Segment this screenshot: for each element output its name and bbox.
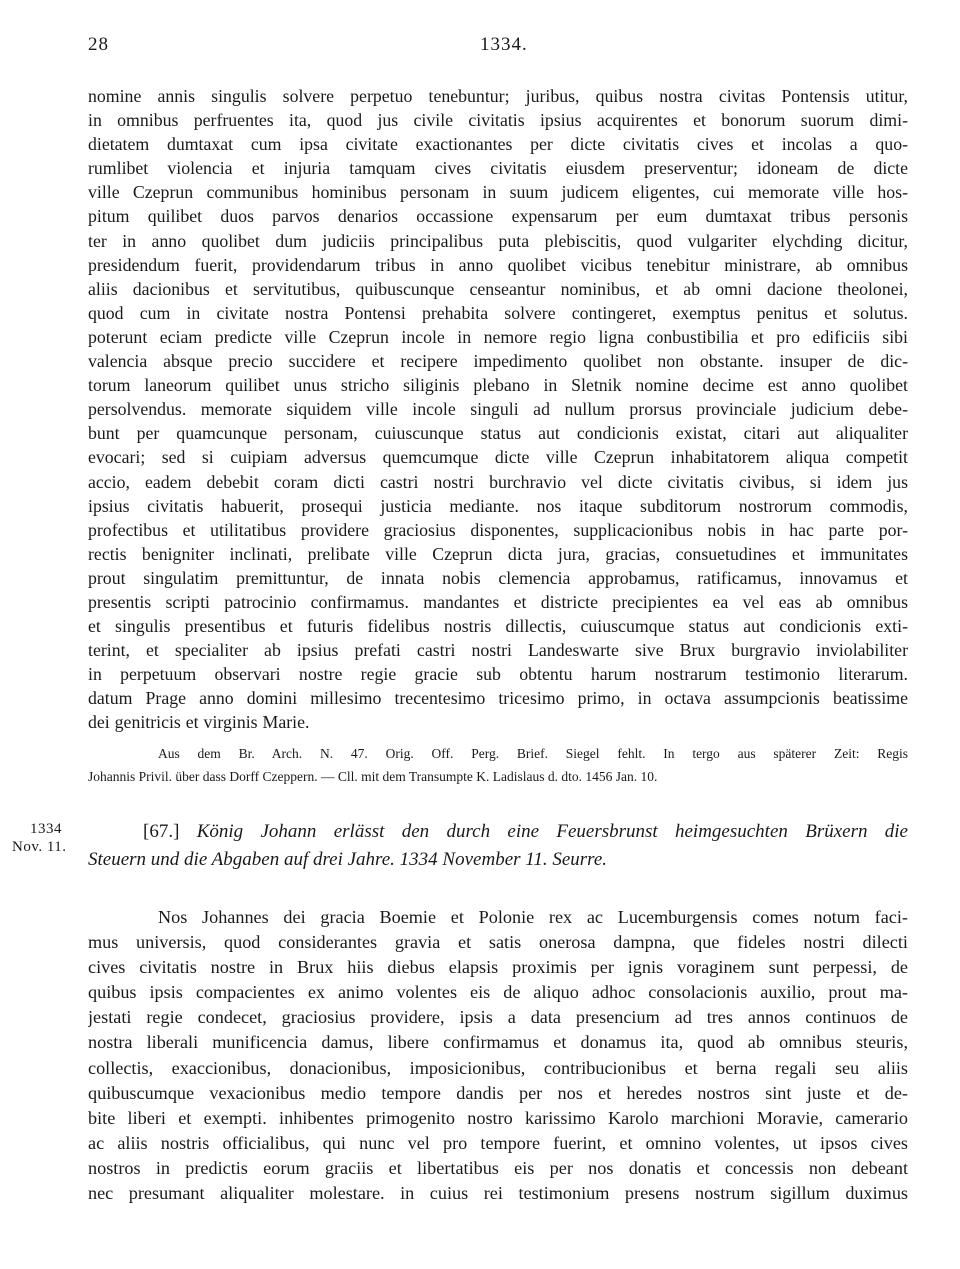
text-line: ac aliis nostris officialibus, qui nunc vel pro tempore fuerint, et omnino volentes, ut ipsos cives [88,1132,908,1153]
text-line: dietatem dumtaxat cum ipsa civitate exactionantes per dicte civitatis cives et incolas a quo- [88,134,908,155]
text-line: nomine annis singulis solvere perpetuo tenebuntur; juribus, quibus nostra civitas Pontensis utitur, [88,86,908,106]
text-line: terint, et specialiter ab ipsius prefati castri nostri Landeswarte sive Brux burgravio inviolabiliter [88,640,908,661]
text-line: aliis dacionibus et servitutibus, quibuscunque censeantur nominibus, et ab omni dacione theolonei, [88,278,908,299]
text-line: rectis benigniter inclinati, prelibate ville Czeprun dicta jura, gracias, consuetudines et immunitates [88,543,908,564]
text-line: rumlibet violencia et injuria tamquam cives civitatis eiusdem preserventur; idoneam de dicte [88,158,908,179]
text-line: bite liberi et exempti. inhibentes primogenito nostro karissimo Karolo marchioni Moravie, camerario [88,1107,908,1128]
text-line: et singulis presentibus et futuris fidelibus nostris dillectis, cuiuscumque status aut condicionis exti- [88,616,908,637]
text-line: prout singulatim premittuntur, de innata nobis clemencia approbamus, ratificamus, innovamus et [88,567,908,588]
document-regest [88,818,908,874]
regest-text: König Johann erlässt den durch eine Feuersbrunst heimgesuchten Brüxern die [196,821,908,842]
margin-date-day: Nov. 11. [12,839,67,855]
text-line: nec presumant aliqualiter molestare. in cuius rei testimonium presens nostrum sigillum duximus [88,1183,908,1204]
text-line: valencia absque precio succidere et recipere impedimento quolibet non obstante. insuper de dic- [88,351,908,372]
regest-line: Steuern und die Abgaben auf drei Jahre. 1334 November 11. Seurre. [88,849,608,870]
text-line: presidendum fuerit, providendarum tribus in anno quolibet vicibus tenebitur ministrare, ab omnibus [88,254,908,275]
text-line: torum laneorum quilibet unus stricho siliginis plebano in Sletnik nomine decime est anno quolibet [88,375,908,396]
text-line: quibuscumque vexacionibus medio tempore dandis per nos et heredes nostros sint juste et de- [88,1082,908,1103]
text-line: ville Czeprun communibus hominibus personam in suum judicem eligentes, cui memorate ville hos- [88,182,908,203]
text-line: collectis, exaccionibus, donacionibus, imposicionibus, contribucionibus et berna regali seu aliis [88,1057,908,1078]
text-line: accio, eadem debebit coram dicti castri nostri burchravio vel dicte civitatis civibus, si idem jus [88,471,908,492]
page-header [0,34,960,58]
text-line: quod cum in civitate nostra Pontensi prehabita solvere contingeret, exemptus penitus et solutus. [88,302,908,323]
text-line: in perpetuum observari nostre regie gracie sub obtentu harum nostrarum testimonio literarum. [88,664,908,685]
text-line: ipsius civitatis habuerit, prosequi justicia mediante. nos itaque subditorum nostrorum commodis, [88,495,908,516]
margin-date [12,820,67,856]
text-line: jestati regie condecet, graciosius providere, ipsis a data presencium ad tres annos continuos de [88,1007,908,1028]
charter-text-67 [88,905,908,1206]
text-line: evocari; sed si cuipiam adversus quemcumque dicte ville Czeprun inhabitatorem aliqua competit [88,447,908,468]
text-line: mus universis, quod considerantes gravia et satis onerosa dampna, que fideles nostri dilecti [88,932,908,953]
text-line: ter in anno quolibet dum judiciis principalibus puta plebiscitis, quod vulgariter elychding dicitur, [88,230,908,251]
page-number: 28 [88,34,109,55]
source-note [88,742,908,788]
text-line: pitum quilibet duos parvos denarios occassione expensarum per eum dumtaxat tribus personis [88,206,908,227]
text-line: persolvendus. memorate siquidem ville incole singuli ad nullum prorsus provinciale judicium debe- [88,399,908,420]
text-line: in omnibus perfruentes ita, quod jus civile civitatis ipsius acquirentes et bonorum suorum dimi- [88,110,908,131]
text-line: quibus ipsis compacientes ex animo volentes eis de aliquo adhoc consolacionis auxilio, prout ma- [88,982,908,1003]
text-line: Nos Johannes dei gracia Boemie et Polonie rex ac Lucemburgensis comes notum faci- [158,907,908,927]
charter-text-continued [88,84,908,735]
regest-line [88,818,908,846]
text-line: poterunt eciam predicte ville Czeprun incole in nemore regio ligna conbustibilia et pro edificiis sibi [88,326,908,347]
text-line: nostros in predictis eorum graciis et libertatibus eis per nos donatis et concessis non debeant [88,1157,908,1178]
margin-date-year: 1334 [30,821,62,837]
text-line: dei genitricis et virginis Marie. [88,712,310,733]
text-line: datum Prage anno domini millesimo trecentesimo tricesimo primo, in octava assumpcionis beatissime [88,688,908,709]
text-line: presentis scripti patrocinio confirmamus. mandantes et districte precipientes ea vel eas ab omnibus [88,591,908,612]
text-line: nostra liberali munificencia damus, libere confirmamus et donamus ita, quod ab omnibus steuris, [88,1032,908,1053]
running-year: 1334. [480,34,528,55]
source-note-line: Johannis Privil. über dass Dorff Czeppern. — Cll. mit dem Transumpte K. Ladislaus d. dto. 1456 Jan. 10. [88,769,658,784]
document-number: [67.] [143,821,180,842]
text-line: cives civitatis nostre in Brux hiis diebus elapsis proximis per ignis voraginem sunt perpessi, de [88,957,908,978]
text-line: bunt per quamcunque personam, cuiuscunque status aut condicionis existat, citari aut aliqualiter [88,423,908,444]
source-note-line: Aus dem Br. Arch. N. 47. Orig. Off. Perg. Brief. Siegel fehlt. In tergo aus späterer Zeit: Regis [158,746,908,761]
text-line: profectibus et utilitatibus providere graciosius disponentes, supplicacionibus nobis in hac parte por- [88,519,908,540]
